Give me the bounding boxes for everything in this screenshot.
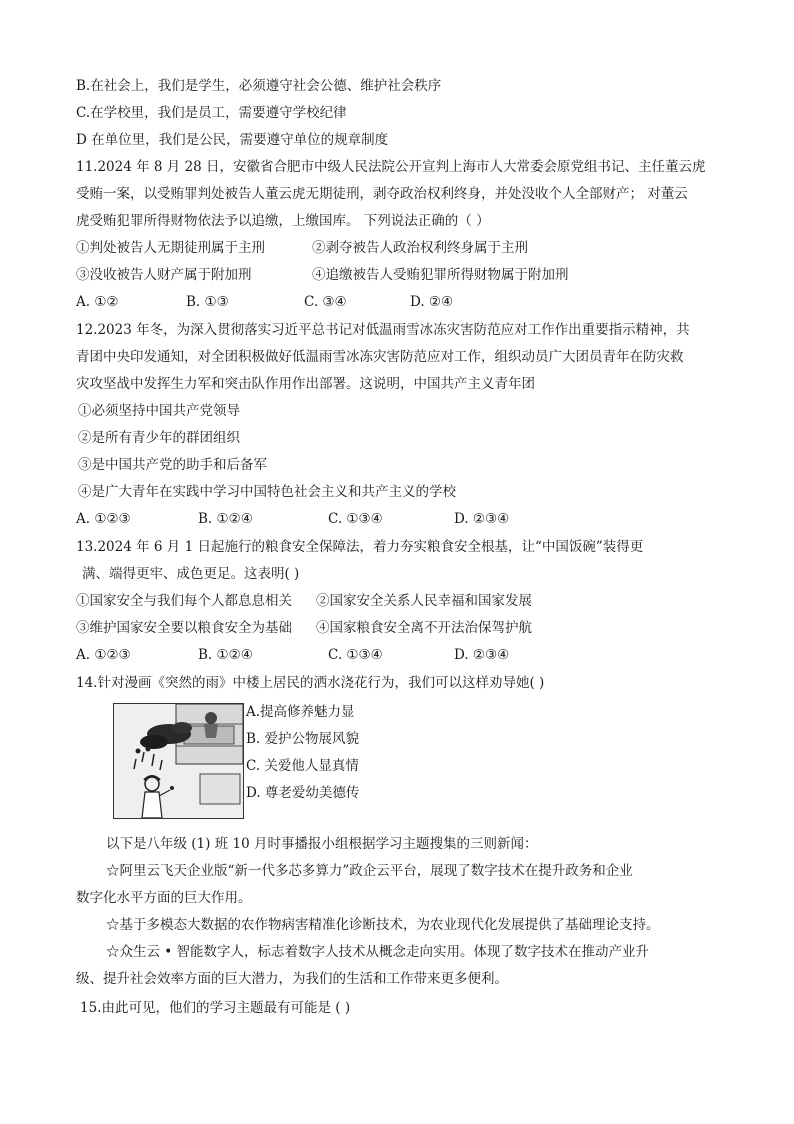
q13-option-c: C. ①③④ bbox=[328, 647, 383, 663]
q13-stem-line-1: 13.2024 年 6 月 1 日起施行的粮食安全保障法，着力夯实粮食安全根基，让“中国饭碗”装得更 bbox=[76, 539, 644, 555]
q12-stem-line-1: 12.2023 年冬，为深入贯彻落实习近平总书记对低温雨雪冰冻灾害防范应对工作作出重要指示精神，共 bbox=[76, 322, 690, 338]
q13-statement-1: ①国家安全与我们每个人都息息相关 bbox=[76, 593, 292, 609]
q13-option-d: D. ②③④ bbox=[454, 647, 510, 663]
q12-stem-line-2: 青团中央印发通知，对全团积极做好低温雨雪冰冻灾害防范应对工作，组织动员广大团员青年在防灾救 bbox=[76, 349, 684, 365]
news-item-3-line-1: ☆众生云 • 智能数字人，标志着数字人技术从概念走向实用。体现了数字技术在推动产业升 bbox=[106, 944, 650, 960]
q12-statement-2: ②是所有青少年的群团组织 bbox=[78, 430, 240, 446]
news-item-3-line-2: 级、提升社会效率方面的巨大潜力，为我们的生活和工作带来更多便利。 bbox=[76, 971, 508, 987]
q12-stem-line-3: 灾攻坚战中发挥生力军和突击队作用作出部署。这说明，中国共产主义青年团 bbox=[76, 376, 535, 392]
cartoon-illustration bbox=[113, 703, 244, 819]
q14-stem: 14.针对漫画《突然的雨》中楼上居民的洒水浇花行为，我们可以这样劝导她( ) bbox=[76, 675, 545, 691]
q10-option-c: C.在学校里，我们是员工，需要遵守学校纪律 bbox=[76, 105, 347, 121]
news-item-1-line-1: ☆阿里云飞天企业版“新一代多芯多算力”政企云平台，展现了数字技术在提升政务和企业 bbox=[106, 863, 633, 879]
q11-statement-2: ②剥夺被告人政治权利终身属于主刑 bbox=[312, 240, 528, 256]
q11-statement-1: ①判处被告人无期徒刑属于主刑 bbox=[76, 240, 265, 256]
q14-option-b: B. 爱护公物展风貌 bbox=[246, 731, 360, 747]
q13-statement-4: ④国家粮食安全离不开法治保驾护航 bbox=[316, 620, 532, 636]
q14-option-d: D. 尊老爱幼美德传 bbox=[246, 785, 360, 801]
q11-option-d: D. ②④ bbox=[410, 294, 454, 310]
news-item-2: ☆基于多模态大数据的农作物病害精准化诊断技术，为农业现代化发展提供了基础理论支持。 bbox=[106, 917, 660, 933]
q11-statement-4: ④追缴被告人受贿犯罪所得财物属于附加刑 bbox=[312, 267, 569, 283]
q12-statement-3: ③是中国共产党的助手和后备军 bbox=[78, 457, 267, 473]
news-intro: 以下是八年级 (1) 班 10 月时事播报小组根据学习主题搜集的三则新闻： bbox=[106, 836, 538, 852]
q12-option-d: D. ②③④ bbox=[454, 511, 510, 527]
q11-stem-line-2: 受贿一案，以受贿罪判处被告人董云虎无期徒刑，剥夺政治权利终身，并处没收个人全部财产； 对董云 bbox=[76, 186, 688, 202]
q11-stem-line-1: 11.2024 年 8 月 28 日，安徽省合肥市中级人民法院公开宣判上海市人大常委会原党组书记、主任董云虎 bbox=[76, 159, 706, 175]
q14-option-a: A.提高修养魅力显 bbox=[246, 704, 355, 720]
q11-option-c: C. ③④ bbox=[304, 294, 347, 310]
q12-option-c: C. ①③④ bbox=[328, 511, 383, 527]
q11-stem-line-3: 虎受贿犯罪所得财物依法予以追缴，上缴国库。 下列说法正确的（ ） bbox=[76, 213, 490, 229]
q13-statement-3: ③维护国家安全要以粮食安全为基础 bbox=[76, 620, 292, 636]
q13-statement-2: ②国家安全关系人民幸福和国家发展 bbox=[316, 593, 532, 609]
q13-option-b: B. ①②④ bbox=[198, 647, 253, 663]
cartoon-drawing bbox=[114, 704, 243, 818]
q14-option-c: C. 关爱他人显真情 bbox=[246, 758, 359, 774]
q11-option-b: B. ①③ bbox=[186, 294, 229, 310]
q12-statement-4: ④是广大青年在实践中学习中国特色社会主义和共产主义的学校 bbox=[78, 484, 456, 500]
q11-option-a: A. ①② bbox=[76, 294, 119, 310]
q15-stem: 15.由此可见，他们的学习主题最有可能是 ( ) bbox=[80, 1000, 351, 1016]
news-item-1-line-2: 数字化水平方面的巨大作用。 bbox=[76, 890, 252, 906]
q12-statement-1: ①必须坚持中国共产党领导 bbox=[78, 403, 240, 419]
q13-option-a: A. ①②③ bbox=[76, 647, 131, 663]
q12-option-b: B. ①②④ bbox=[198, 511, 253, 527]
q12-option-a: A. ①②③ bbox=[76, 511, 131, 527]
q11-statement-3: ③没收被告人财产属于附加刑 bbox=[76, 267, 252, 283]
q10-option-b: B.在社会上，我们是学生，必须遵守社会公德、维护社会秩序 bbox=[76, 78, 442, 94]
q10-option-d: D 在单位里，我们是公民，需要遵守单位的规章制度 bbox=[76, 132, 389, 148]
q13-stem-line-2: 满、端得更牢、成色更足。这表明( ) bbox=[82, 566, 300, 582]
